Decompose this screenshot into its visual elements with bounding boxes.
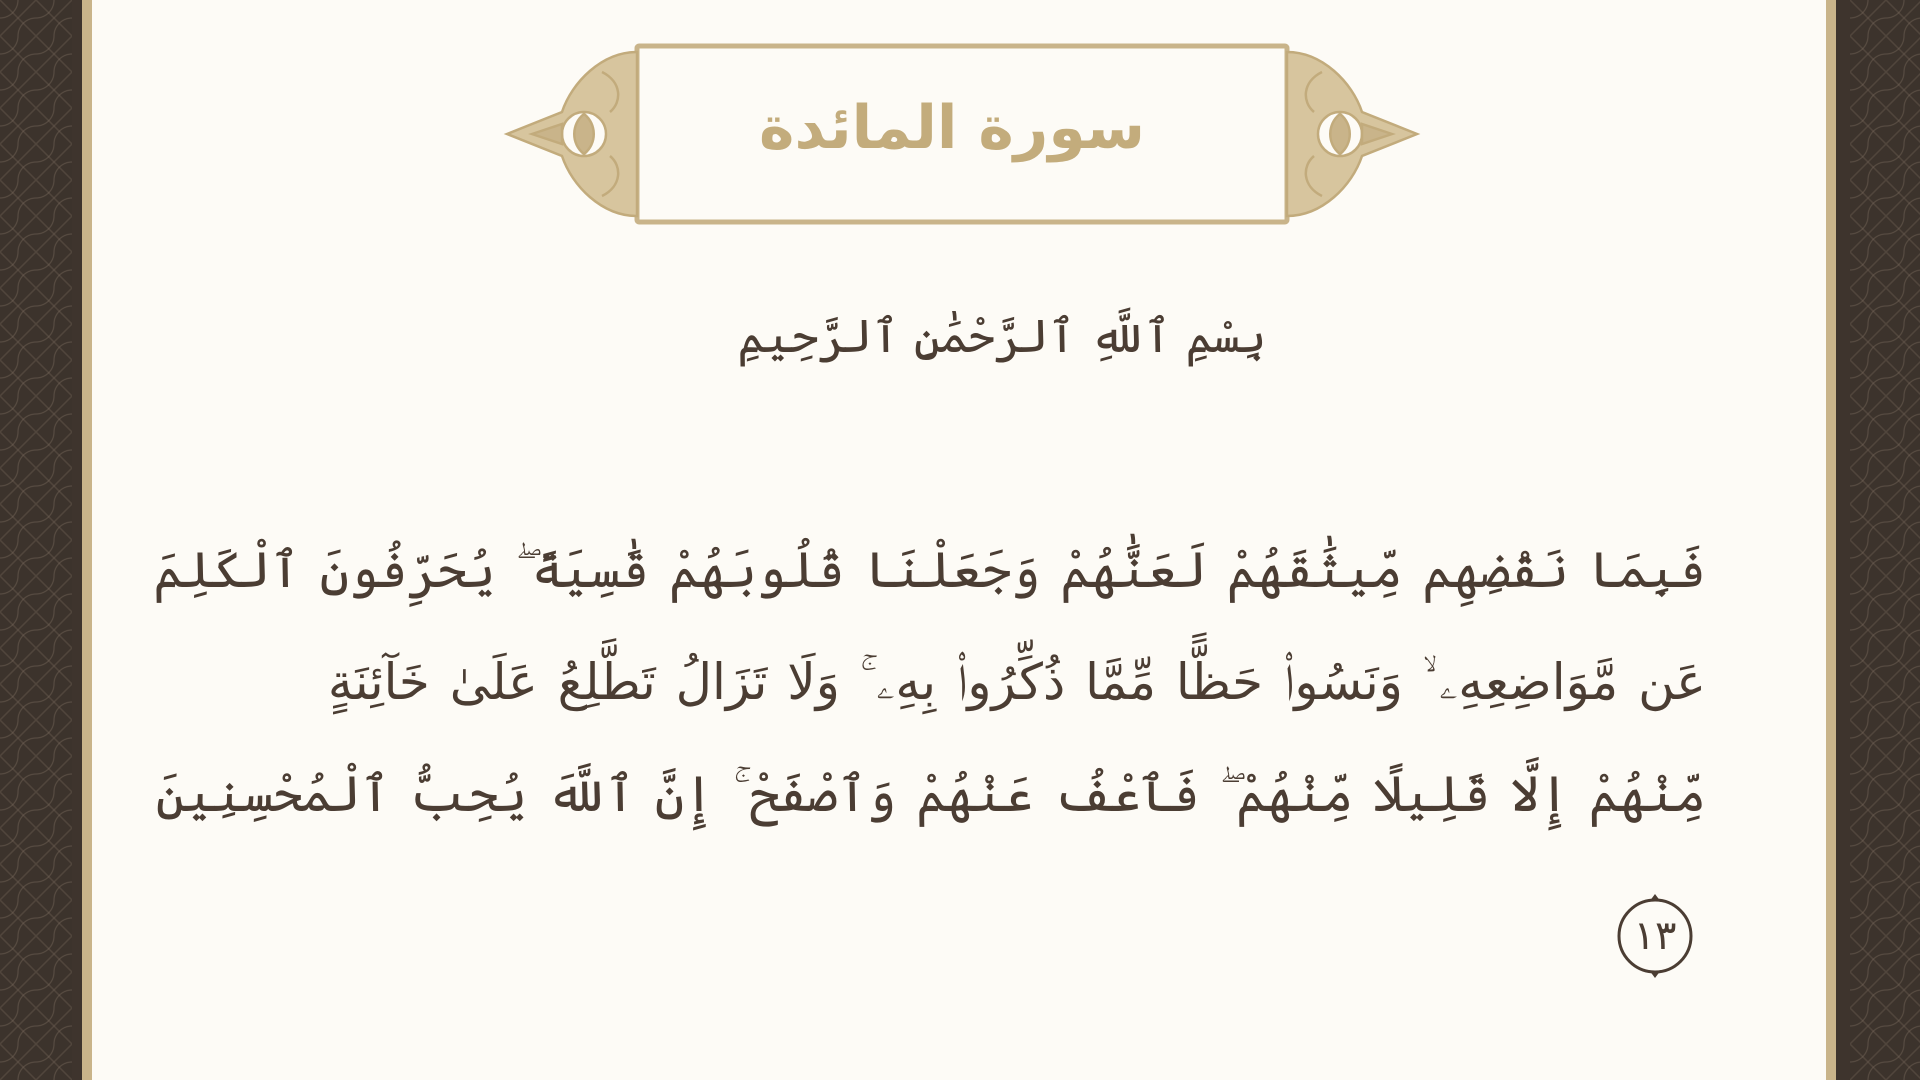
left-ornament-icon — [507, 52, 637, 216]
page — [92, 0, 1826, 1080]
basmala: بِسْمِ ٱللَّهِ ٱلرَّحْمَٰنِ ٱلرَّحِيمِ — [737, 309, 1267, 363]
ayah-number-marker — [1609, 890, 1701, 982]
left-gold-rule — [82, 0, 92, 1080]
right-ornament-icon — [1287, 52, 1417, 216]
verse-text — [153, 514, 1706, 850]
right-decorative-border — [1850, 0, 1920, 1080]
left-decorative-border — [0, 0, 72, 1080]
ayah-number: ١٣ — [1633, 913, 1677, 959]
verse-line: عَن مَّوَاضِعِهِۦ ۙ وَنَسُوا۟ حَظًّا مِّمَّا ذُكِّرُوا۟ بِهِۦ ۚ وَلَا تَزَالُ تَطَّلِعُ عَلَىٰ خَآئِنَةٍ — [327, 653, 1706, 711]
verse-line: فَبِمَا نَقْضِهِم مِّيثَٰقَهُمْ لَعَنَّٰهُمْ وَجَعَلْنَا قُلُوبَهُمْ قَٰسِيَةً ۖ يُحَرِّفُونَ ٱلْكَلِمَ — [153, 541, 1706, 599]
right-gold-rule — [1826, 0, 1836, 1080]
verse-line: مِّنْهُمْ إِلَّا قَلِيلًا مِّنْهُمْ ۖ فَٱعْفُ عَنْهُمْ وَٱصْفَحْ ۚ إِنَّ ٱللَّهَ يُحِبُّ ٱلْمُحْسِنِينَ — [155, 765, 1706, 823]
surah-title: سورة المائدة — [759, 93, 1145, 163]
